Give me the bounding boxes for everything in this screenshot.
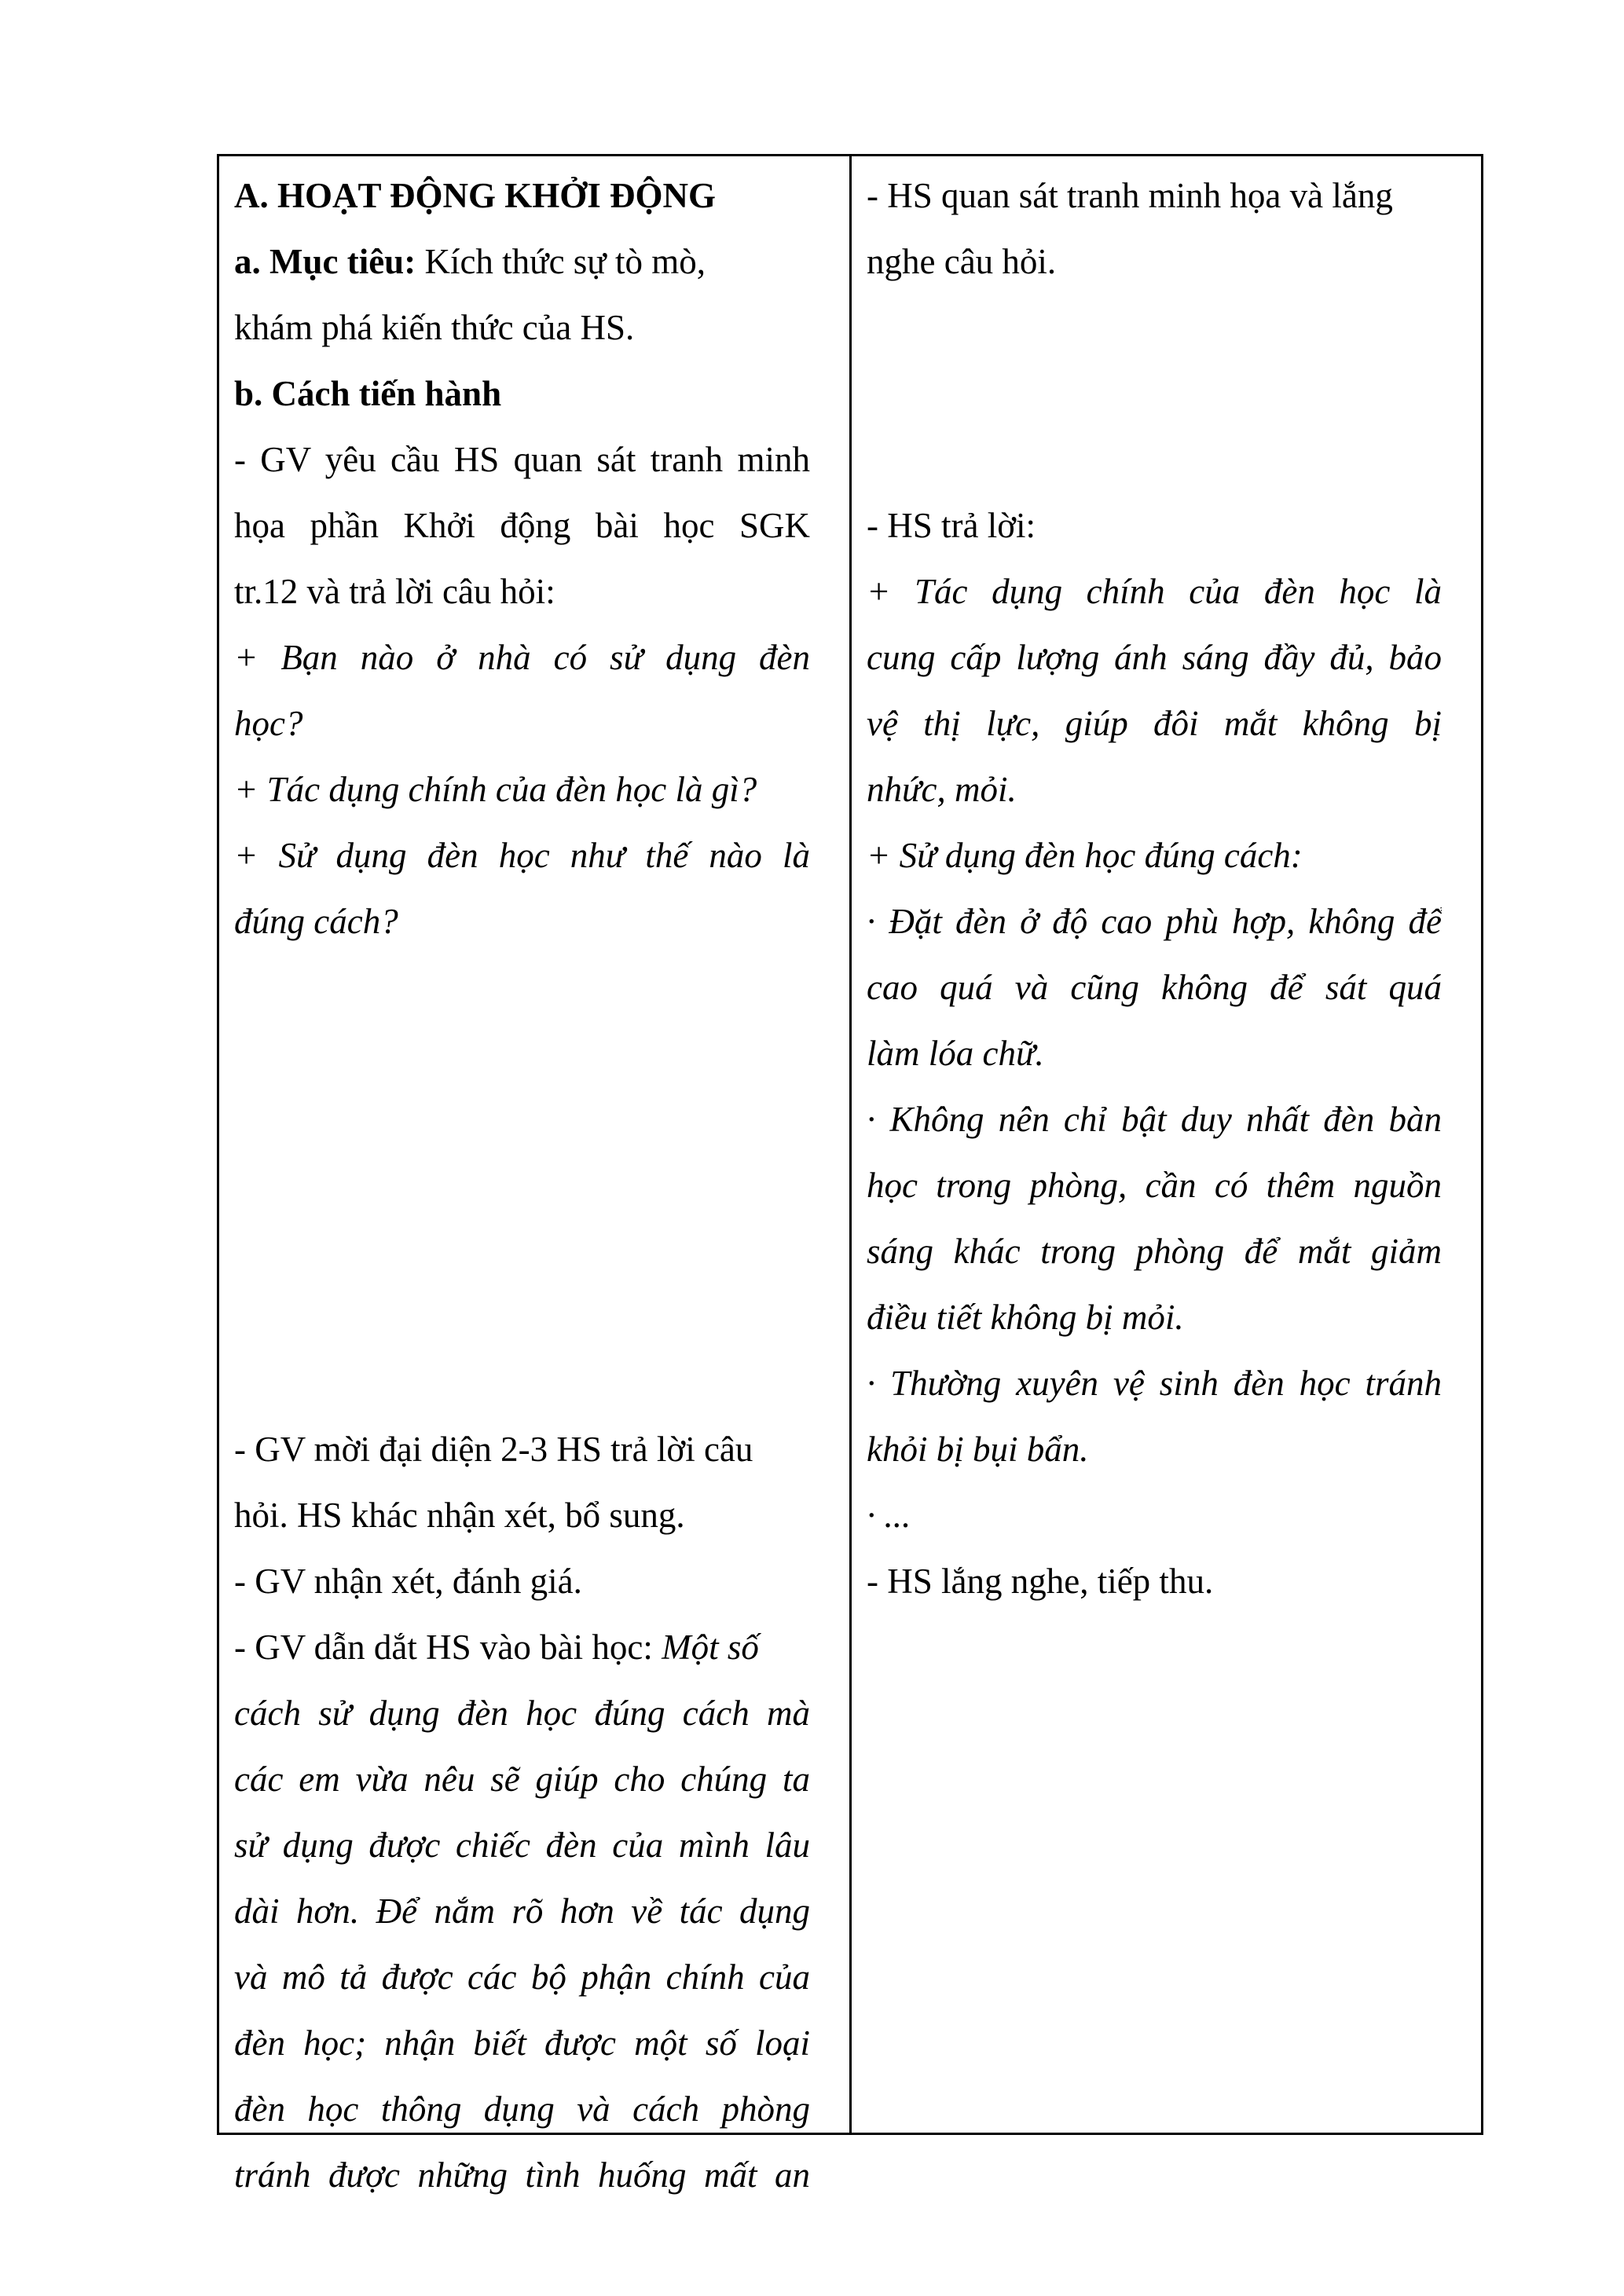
intro-line: cách sử dụng đèn học đúng cách mà — [234, 1694, 810, 1733]
question-line: + Bạn nào ở nhà có sử dụng đèn — [234, 638, 810, 677]
spacer-line — [867, 427, 1442, 493]
spacer-line — [234, 1218, 810, 1284]
intro-line: sử dụng được chiếc đèn của mình lâu — [234, 1825, 810, 1865]
spacer-line — [234, 1350, 810, 1416]
text-line: hỏi. HS khác nhận xét, bổ sung. — [234, 1496, 685, 1535]
teacher-activity-column — [219, 156, 852, 2195]
text-line: - HS quan sát tranh minh họa và lắng — [867, 176, 1393, 215]
intro-line: dài hơn. Để nắm rõ hơn về tác dụng — [234, 1891, 810, 1931]
intro-line: các em vừa nêu sẽ giúp cho chúng ta — [234, 1760, 810, 1799]
objective-label: a. Mục tiêu: — [234, 242, 416, 281]
student-activity-column — [852, 156, 1481, 2133]
answer-line: + Sử dụng đèn học đúng cách: — [867, 836, 1303, 875]
answer-line: cung cấp lượng ánh sáng đầy đủ, bảo — [867, 638, 1442, 677]
answer-line: khỏi bị bụi bẩn. — [867, 1430, 1089, 1469]
lesson-table — [217, 154, 1483, 2195]
spacer-line — [234, 1086, 810, 1152]
spacer-line — [867, 295, 1442, 361]
intro-line: và mô tả được các bộ phận chính của — [234, 1957, 810, 1997]
text-line: - GV nhận xét, đánh giá. — [234, 1562, 582, 1601]
spacer-line — [234, 1284, 810, 1350]
text-line: khám phá kiến thức của HS. — [234, 308, 635, 347]
spacer-line — [234, 1020, 810, 1086]
question-line: đúng cách? — [234, 902, 398, 941]
intro-prefix: - GV dẫn dắt HS vào bài học: — [234, 1628, 662, 1667]
objective-text: Kích thức sự tò mò, — [424, 242, 706, 281]
text-line: - HS lắng nghe, tiếp thu. — [867, 1562, 1214, 1601]
answer-line: · Thường xuyên vệ sinh đèn học tránh — [867, 1364, 1442, 1403]
answer-line: vệ thị lực, giúp đôi mắt không bị — [867, 704, 1442, 743]
spacer-line — [234, 1152, 810, 1218]
intro-line: tránh được những tình huống mất an — [234, 2155, 810, 2195]
section-heading: A. HOẠT ĐỘNG KHỞI ĐỘNG — [234, 176, 716, 215]
intro-italic: Một số — [662, 1628, 759, 1667]
answer-line: học trong phòng, cần có thêm nguồn — [867, 1166, 1442, 1205]
objective-line — [234, 229, 810, 295]
intro-line — [234, 1614, 810, 1680]
text-line: - HS trả lời: — [867, 506, 1036, 545]
answer-line: điều tiết không bị mỏi. — [867, 1298, 1184, 1337]
text-line: - GV mời đại diện 2-3 HS trả lời câu — [234, 1430, 753, 1469]
question-line: + Tác dụng chính của đèn học là gì? — [234, 770, 757, 809]
answer-line: + Tác dụng chính của đèn học là — [867, 572, 1442, 611]
question-line: + Sử dụng đèn học như thế nào là — [234, 836, 810, 875]
text-line: nghe câu hỏi. — [867, 242, 1057, 281]
text-line: - GV yêu cầu HS quan sát tranh minh — [234, 440, 810, 479]
answer-line: cao quá và cũng không để sát quá — [867, 968, 1442, 1007]
answer-line: nhức, mỏi. — [867, 770, 1017, 809]
answer-line: sáng khác trong phòng để mắt giảm — [867, 1232, 1442, 1271]
question-line: học? — [234, 704, 303, 743]
spacer-line — [234, 954, 810, 1020]
procedure-heading: b. Cách tiến hành — [234, 374, 502, 413]
answer-line: · Đặt đèn ở độ cao phù hợp, không để — [867, 902, 1442, 941]
answer-line: · ... — [867, 1496, 911, 1535]
intro-line: đèn học; nhận biết được một số loại — [234, 2023, 810, 2063]
spacer-line — [867, 361, 1442, 427]
answer-line: · Không nên chỉ bật duy nhất đèn bàn — [867, 1100, 1442, 1139]
text-line: tr.12 và trả lời câu hỏi: — [234, 572, 555, 611]
intro-line: đèn học thông dụng và cách phòng — [234, 2089, 810, 2129]
answer-line: làm lóa chữ. — [867, 1034, 1044, 1073]
text-line: họa phần Khởi động bài học SGK — [234, 506, 810, 545]
